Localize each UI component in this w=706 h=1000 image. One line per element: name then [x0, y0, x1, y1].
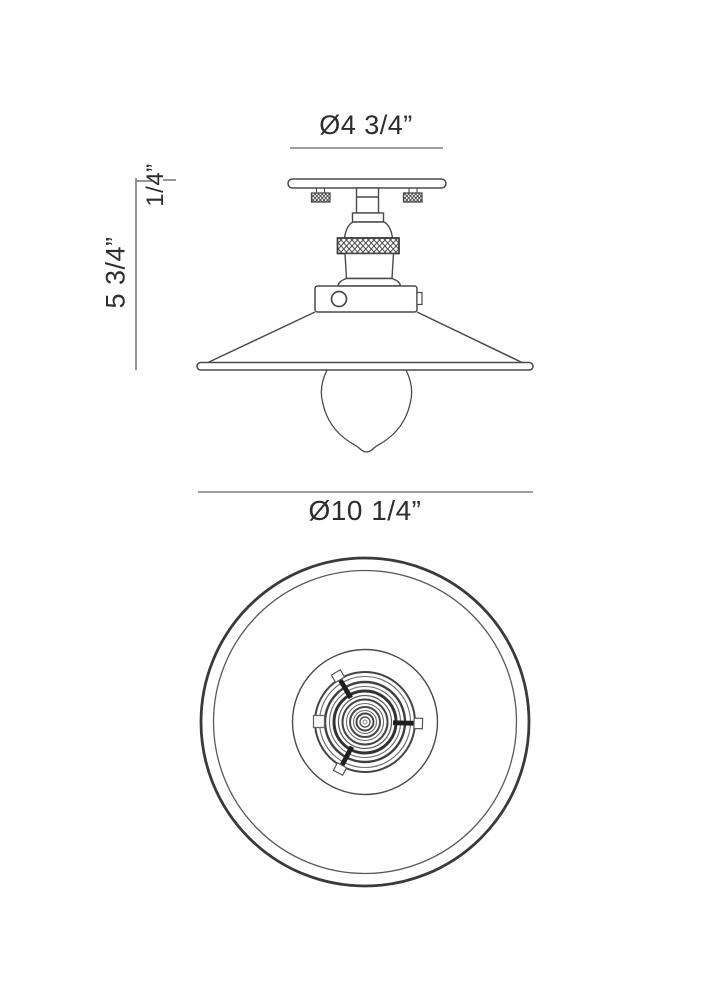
stem-bell [345, 222, 393, 238]
set-screw-plate [314, 716, 325, 728]
shade [197, 312, 533, 370]
mounting-screw-left [312, 188, 331, 202]
mounting-screw-right [404, 188, 423, 202]
socket-base-flare [338, 279, 401, 287]
shade-outer-edge [201, 558, 529, 886]
stem-collar [353, 213, 384, 222]
stem [345, 188, 393, 238]
bulb [321, 370, 411, 452]
shade-cone-left [208, 312, 315, 363]
knurled-ring [338, 238, 400, 254]
shade-inner-edge [214, 571, 517, 874]
shade-holder [315, 286, 422, 312]
shade-rim [197, 363, 533, 371]
canopy-plate [288, 179, 446, 188]
thumb-screw [332, 292, 347, 307]
canopy-diameter-label: Ø4 3/4” [319, 110, 413, 140]
shade-diameter-label: Ø10 1/4” [308, 495, 422, 526]
dimension-lines [136, 148, 533, 492]
holder-side-tab [417, 293, 422, 305]
side-view [197, 179, 533, 452]
canopy-thickness-label: 1/4” [142, 163, 169, 207]
shade-cone-right [417, 312, 522, 363]
overall-height-label: 5 3/4” [100, 236, 131, 309]
bottom-view [201, 558, 529, 886]
socket-cup [338, 254, 401, 287]
